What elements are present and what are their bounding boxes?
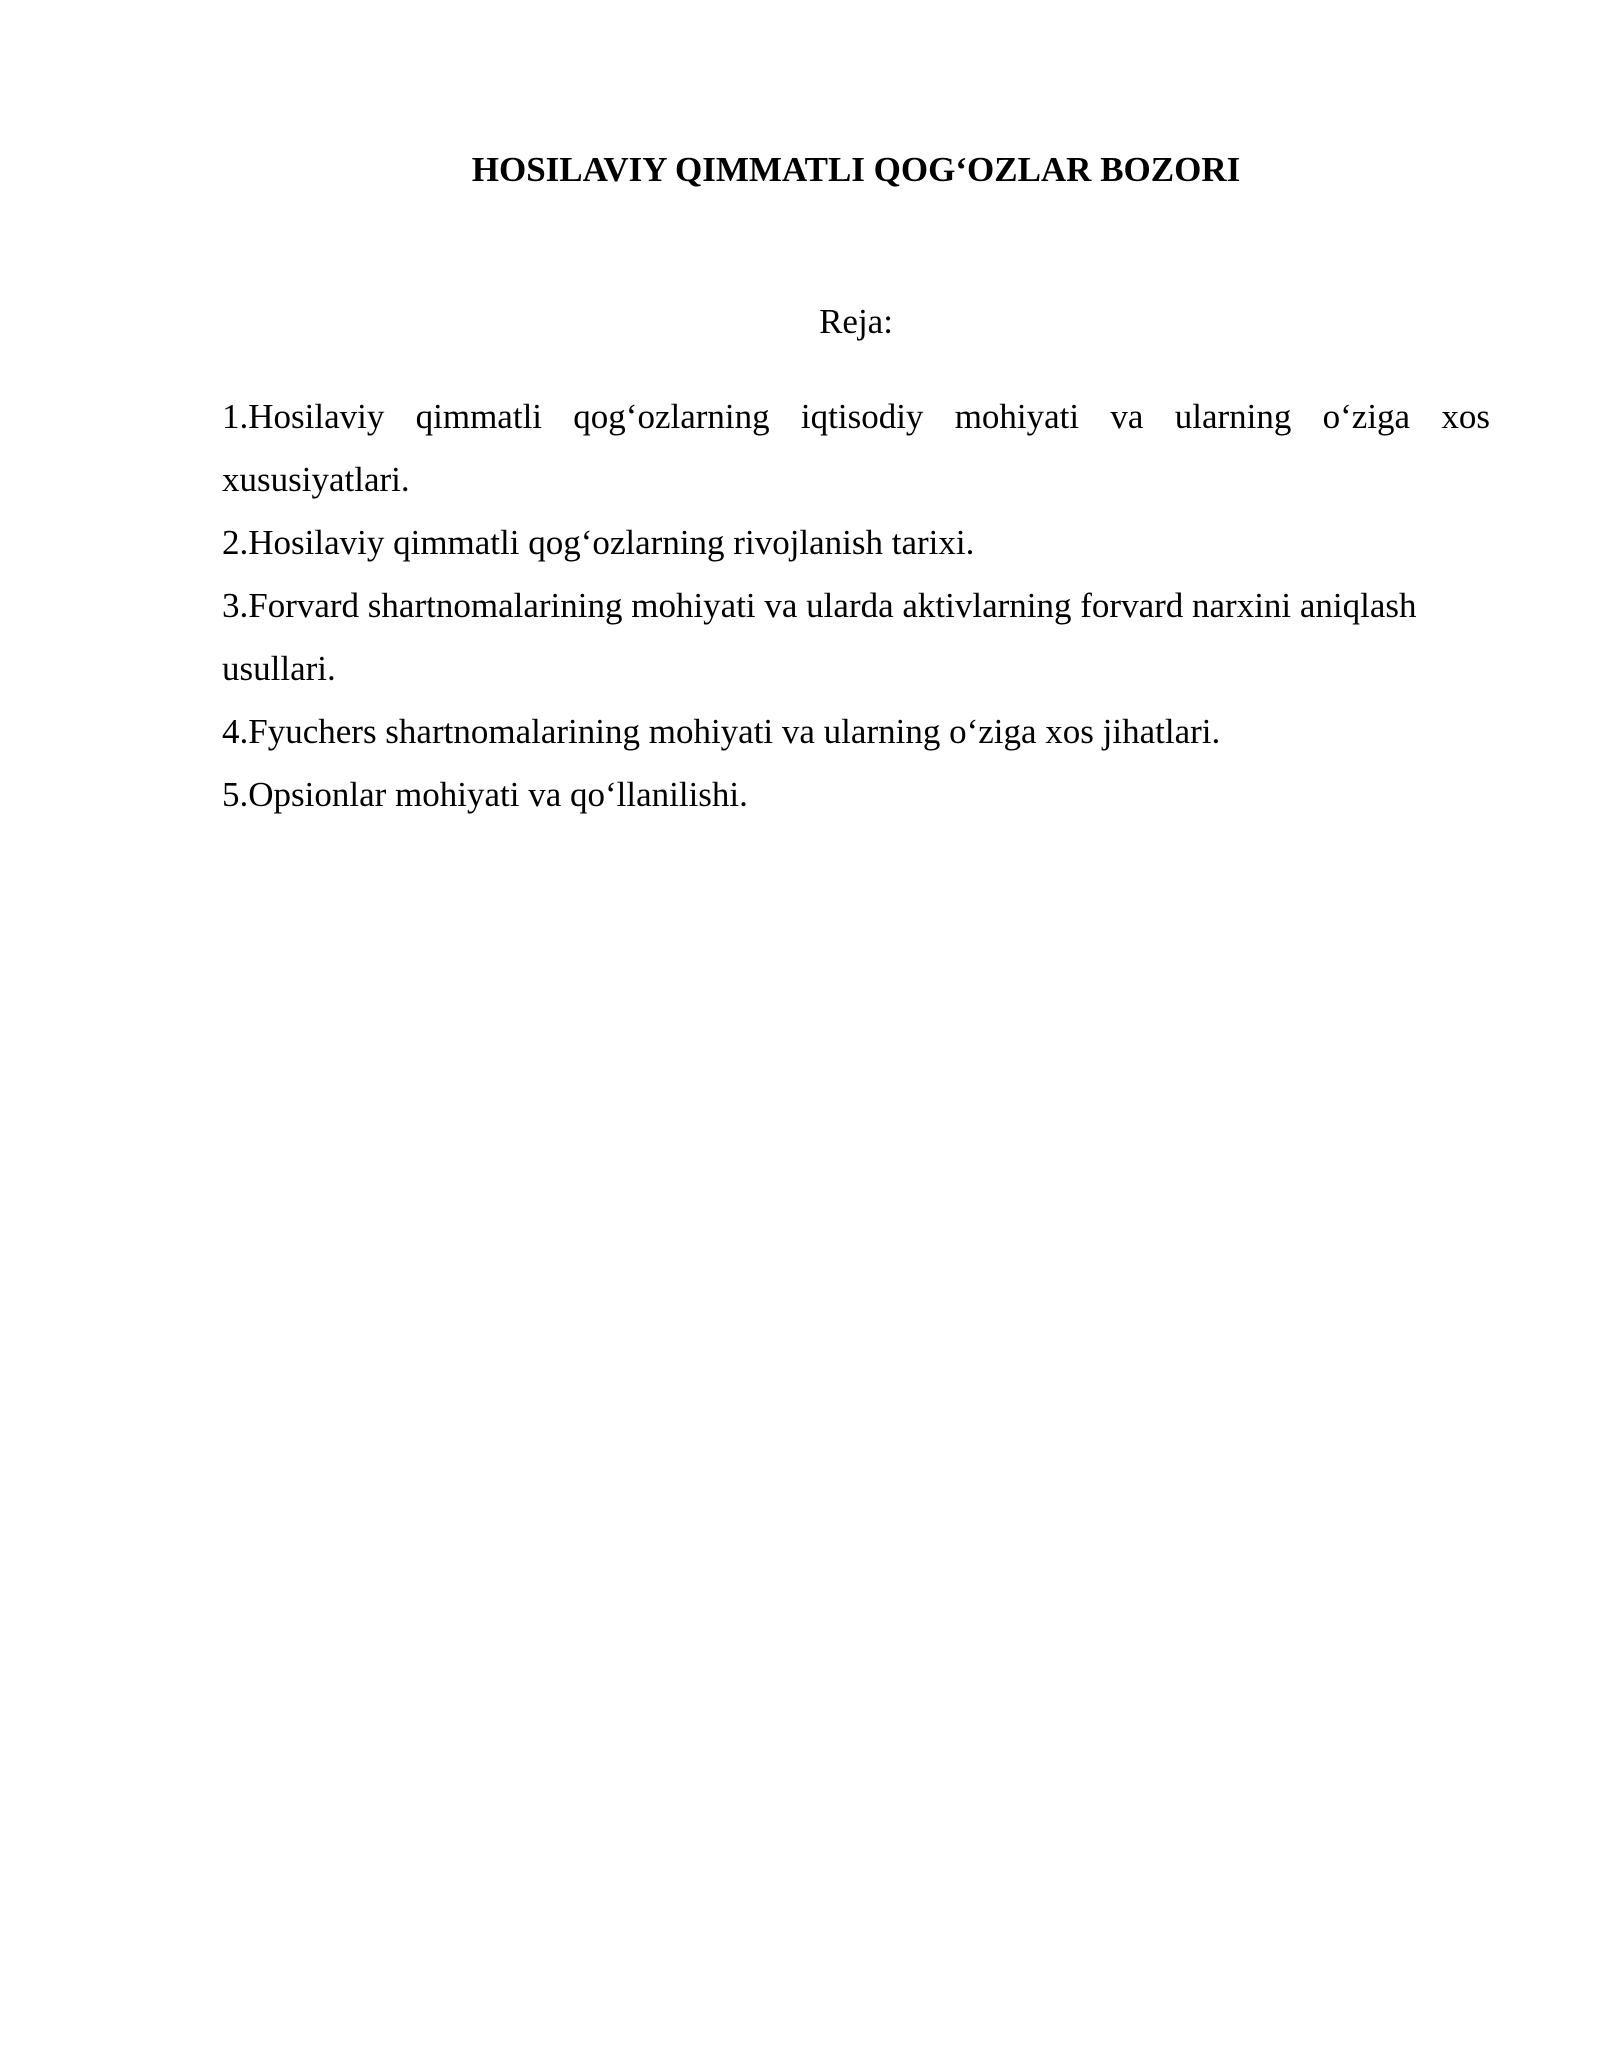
plan-item-1: 1.Hosilaviy qimmatli qog‘ozlarning iqtisodiy mohiyati va ularning o‘ziga xos xususiyatlari. xyxy=(222,397,1490,499)
document-title: HOSILAVIY QIMMATLI QOG‘OZLAR BOZORI xyxy=(471,150,1241,189)
plan-item-3: 3.Forvard shartnomalarining mohiyati va ularda aktivlarning forvard narxini aniqlash usullari. xyxy=(222,586,1417,688)
plan-item-4: 4.Fyuchers shartnomalarining mohiyati va ularning o‘ziga xos jihatlari. xyxy=(222,712,1221,751)
plan-heading: Reja: xyxy=(819,302,893,341)
plan-list xyxy=(222,385,1490,826)
plan-item-2: 2.Hosilaviy qimmatli qog‘ozlarning rivojlanish tarixi. xyxy=(222,523,975,562)
plan-item-5: 5.Opsionlar mohiyati va qo‘llanilishi. xyxy=(222,775,748,814)
